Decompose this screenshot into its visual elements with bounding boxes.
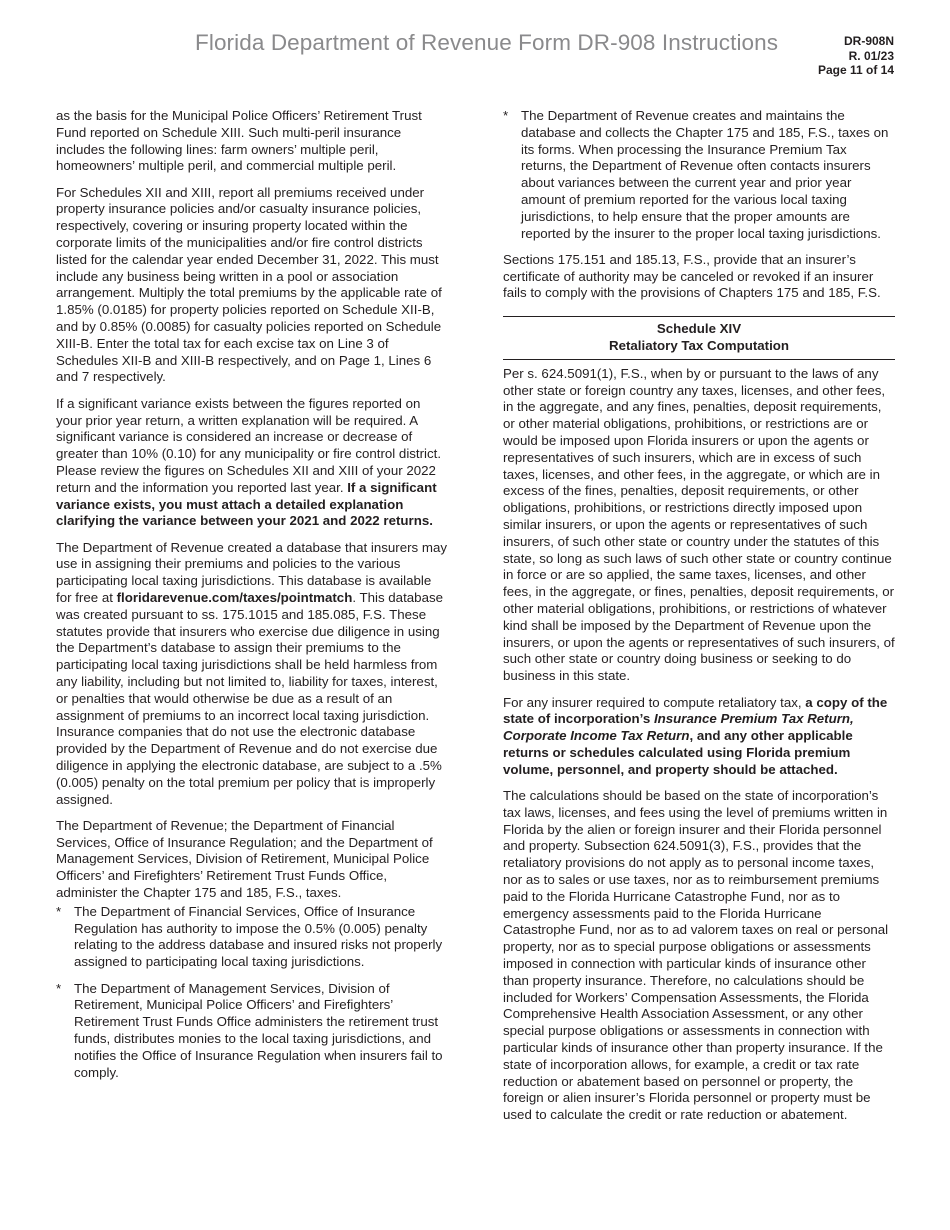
right-column [503, 108, 895, 1133]
form-revision: R. 01/23 [848, 48, 894, 63]
variance-bold-text: If a significant variance exists, you must attach a detailed explanation clarifying the variance between your 2021 and 2022 returns. [56, 479, 437, 529]
attachment-bold-a: a copy of the state of incorporation’s [503, 694, 888, 727]
form-id: DR-908N [843, 34, 894, 48]
form-meta [818, 34, 894, 78]
bullet-marker: * [56, 903, 62, 919]
list-item-text: The Department of Management Services, Division of Retirement, Municipal Police Officers’ and Firefighters’ Retirement Trust Funds Office administers the retirement trust funds, distributes monies to the local taxing jurisdictions, and notifies the Office of Insurance Regulation when insurers fail to comply. [74, 980, 443, 1080]
paragraph: The Department of Revenue; the Department of Financial Services, Office of Insurance Regulation; and the Department of Management Services, Division of Retirement, Municipal Police Officers’ and Firefighters’ Retirement Trust Funds Office, administer the Chapter 175 and 185, F.S., taxes. [56, 817, 433, 901]
schedule-title: Schedule XIV [656, 321, 742, 337]
paragraph: For Schedules XII and XIII, report all premiums received under property insurance policies and/or casualty insurance policies, respectively, covering or insuring property located within the corporate limits of the municipalities and/or fire control districts listed for the calendar year ended December 31, 2022. This must include any business being written in a pool or association arrangement. Multiply the total premiums by the applicable rate of 1.85% (0.0185) for property policies reported on Schedule XII-B, and by 0.85% (0.0085) for casualty policies reported on Schedule XIII-B. Enter the total tax for each excise tax on Line 3 of Schedules XII-B and XIII-B respectively, and on Page 1, Lines 6 and 7 respectively. [56, 184, 442, 385]
list-item [503, 108, 895, 242]
paragraph: as the basis for the Municipal Police Officers’ Retirement Trust Fund reported on Schedule XIII. Such multi-peril insurance includes the following lines: farm owners’ multiple peril, homeowners’ multiple peril, and commercial multiple peril. [56, 108, 422, 174]
database-paragraph [56, 540, 448, 809]
pointmatch-link[interactable]: floridarevenue.com/taxes/pointmatch [116, 590, 353, 606]
paragraph: Per s. 624.5091(1), F.S., when by or pursuant to the laws of any other state or foreign country any taxes, licenses, and other fees, in the aggregate, and any fines, penalties, deposit requirements, or other material obligations, prohibitions, or restrictions are or would be imposed upon Florida insurers or upon the agents or representatives of such insurers, which are in excess of such taxes, licenses, and other fees, in the aggregate, or which are in excess of the fines, penalties, deposit requirements, or other obligations, prohibitions, or restrictions directly imposed upon similar insurers, or upon the agents or representatives of such insurers, of such other state or country under the statutes of this state, so long as such laws of such other state or country continue in force or are so applied, the same taxes, licenses, and other fees, in the aggregate, or fines, penalties, deposit requirements, or other material obligations, prohibitions, or restrictions of whatever kind shall be imposed by the Department of Revenue upon the insurers, or upon the agents or representatives of such insurers, of such other state or country doing business or seeking to do business in this state. [503, 365, 895, 684]
list-item-text: The Department of Revenue creates and maintains the database and collects the Chapter 175 and 185, F.S., taxes on its forms. When processing the Insurance Premium Tax returns, the Department of Revenue often contacts insurers about variances between the current year and prior year amount of premium reported for the various local taxing jurisdictions, to help ensure that the proper amounts are reported by the insurer to the proper local taxing jurisdictions. [521, 108, 889, 241]
database-text-b: . This database was created pursuant to ss. 175.1015 and 185.085, F.S. These statutes provide that insurers who exercise due diligence in using the Department’s database to assign their premiums to the participating local taxing jurisdictions shall be held harmless from any liability, including but not limited to, liability for taxes, interest, or penalties that would otherwise be due as a result of an assignment of premiums to an incorrect local taxing jurisdiction. Insurance companies that do not use the electronic database provided by the Department of Revenue and do not exercise due diligence in applying the electronic database, are subject to a .5% (0.005) penalty on the total premium per policy that is improperly assigned. [56, 590, 444, 807]
schedule-heading [503, 316, 895, 360]
attachment-text: For any insurer required to compute retaliatory tax, [503, 694, 806, 710]
page-title: Florida Department of Revenue Form DR-908 Instructions [195, 30, 779, 55]
list-item-text: The Department of Financial Services, Office of Insurance Regulation has authority to impose the 0.5% (0.005) penalty relating to the address database and insured risks not properly assigned to participating local taxing jurisdictions. [74, 903, 443, 970]
left-column [56, 108, 448, 1091]
list-item [56, 981, 448, 1082]
page-number: Page 11 of 14 [817, 63, 894, 77]
attachment-bold-b: , and any other applicable returns or schedules calculated using Florida premium volume, personnel, and property should be attached. [503, 728, 853, 777]
attachment-paragraph [503, 695, 895, 779]
bullet-marker: * [503, 108, 509, 123]
database-text-a: The Department of Revenue created a database that insurers may use in assigning their premiums and policies to the various participating local taxing jurisdictions. This database is available for free at [56, 539, 447, 606]
paragraph: Sections 175.151 and 185.13, F.S., provide that an insurer’s certificate of authority may be canceled or revoked if an insurer fails to comply with the provisions of Chapters 175 and 185, F.S. [503, 251, 881, 301]
attachment-bold-italic: Insurance Premium Tax Return, Corporate Income Tax Return [503, 711, 854, 744]
paragraph: The calculations should be based on the state of incorporation’s tax laws, licenses, and fees using the level of premiums written in Florida by the alien or foreign insurer and their Florida personnel and property. Subsection 624.5091(3), F.S., provides that the retaliatory provisions do not apply as to personal income taxes, nor as to sales or use taxes, nor as to reimbursement premiums paid to the Florida Hurricane Catastrophe Fund, nor as to emergency assessments paid to the Florida Hurricane Catastrophe Fund, nor as to ad valorem taxes on real or personal property, nor as to special purpose obligations or assessments imposed in connection with particular kinds of insurance other than property insurance. Therefore, no calculations should be included for Workers’ Compensation Assessments, the Florida Comprehensive Health Association Assessment, or any other special purpose obligations or assessments in connection with particular kinds of insurance other than property insurance. If the state of incorporation allows, for example, a credit or tax rate reduction or abatement based on personnel or property, the foreign or alien insurer’s Florida personnel or property must be used to calculate the credit or rate reduction or abatement. [503, 787, 889, 1123]
list-item [56, 904, 448, 971]
variance-text: If a significant variance exists between the figures reported on your prior year return, a written explanation will be required. A significant variance is considered an increase or decrease of greater than 10% (0.10) for any municipality or fire control district. Please review the figures on Schedules XII and XIII of your 2022 return and the information you reported last year. [56, 395, 442, 495]
variance-paragraph [56, 396, 448, 530]
bullet-marker: * [56, 980, 62, 996]
schedule-subtitle: Retaliatory Tax Computation [608, 338, 790, 354]
